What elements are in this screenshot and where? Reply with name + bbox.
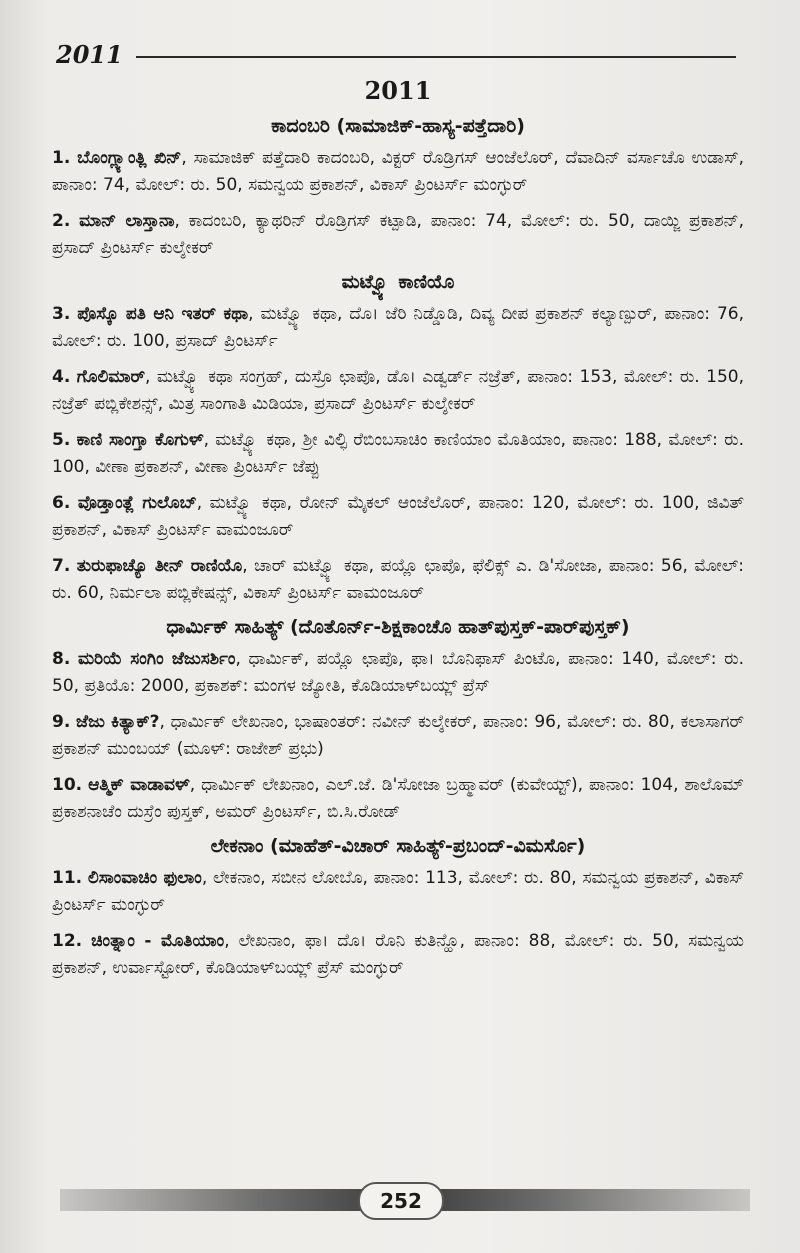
entry-details: , ಲೇಖನಾಂ, ಫಾ। ದೊ। ರೊನಿ ಕುತಿನ್ಹೊ, ಪಾನಾಂ: 88, ಮೋಲ್: ರು. 50, ಸಮನ್ವಯ ಪ್ರಕಾಶನ್, ಉರ್ವಾಸ್ಟೋರ್, ಕೊಡಿಯಾಳ್‌ಬಯ್ಲ್ ಪ್ರೆಸ್ ಮಂಗ್ಳುರ್ (52, 931, 745, 978)
section-heading-novels: ಕಾದಂಬರಿ (ಸಾಮಾಜಿಕ್-ಹಾಸ್ಯ-ಪತ್ತೆದಾರಿ) (271, 115, 525, 137)
entry-number: 3. (52, 304, 71, 324)
entry-title: ಚಿಂತ್ನಾಂ - ಮೊತಿಯಾಂ (91, 931, 225, 951)
entry-number: 7. (52, 556, 71, 576)
entry-details: , ಚಾರ್ ಮಟ್ವ್ಯೊ ಕಥಾ, ಪಯ್ಲೊ ಛಾಪೊ, ಫೆಲಿಕ್ಸ್ ಎ. ಡಿ'ಸೋಜಾ, ಪಾನಾಂ: 56, ಮೋಲ್: ರು. 60, ನಿರ್ಮಲಾ ಪಬ್ಲಿಕೇಷನ್ಸ್, ವಿಕಾಸ್ ಪ್ರಿಂಟರ್ಸ್ ವಾಮಂಜೂರ್ (52, 556, 744, 603)
entry-number: 4. (52, 367, 71, 387)
list-item (52, 865, 744, 919)
list-item (52, 709, 744, 763)
entry-details: , ಮಟ್ವ್ಯೊ ಕಥಾ, ಶ್ರೀ ವಿಲ್ಫಿ ರೆಬಿಂಬಸಾಚಿಂ ಕಾಣಿಯಾಂ ಮೊತಿಯಾಂ, ಪಾನಾಂ: 188, ಮೋಲ್: ರು. 100, ವೀಣಾ ಪ್ರಕಾಶನ್, ವೀಣಾ ಪ್ರಿಂಟರ್ಸ್ ಜೆಪ್ಪು (52, 430, 744, 477)
entry-number: 12. (52, 931, 83, 951)
running-head-year: 2011 (56, 40, 123, 69)
entry-details: , ಧಾರ್ಮಿಕ್ ಲೇಖನಾಂ, ಎಲ್.ಜೆ. ಡಿ'ಸೋಜಾ ಬ್ರಹ್ಮಾವರ್ (ಕುವೇಯ್ಟ್), ಪಾನಾಂ: 104, ಶಾಲೊಮ್ ಪ್ರಕಾಶನಾಚೆಂ ದುಸ್ರೆಂ ಪುಸ್ತಕ್, ಅಮರ್ ಪ್ರಿಂಟರ್ಸ್, ಬಿ.ಸಿ.ರೋಡ್ (52, 775, 744, 822)
entry-number: 5. (52, 430, 71, 450)
running-head-rule (136, 56, 736, 58)
year-title: 2011 (364, 76, 432, 105)
entry-number: 9. (52, 712, 71, 732)
list-item (52, 427, 744, 481)
entry-number: 10. (52, 775, 83, 795)
list-item (52, 646, 744, 700)
section-heading-short-stories: ಮಟ್ವ್ಯೊ ಕಾಣಿಯೊ (341, 271, 455, 293)
entry-title: ಪೊಸ್ಕೊ ಪತಿ ಆನಿ ಇತರ್ ಕಥಾ (77, 304, 249, 324)
entry-title: ಮರಿಯೆ ಸಂಗಿಂ ಜೆಜುಸರ್ಶಿಂ (78, 649, 236, 669)
entry-title: ಕಾಣಿ ಸಾಂಗ್ತಾ ಕೊಗುಳ್ (76, 430, 204, 450)
page-number: 252 (358, 1182, 444, 1220)
entry-number: 1. (52, 148, 71, 168)
entry-number: 11. (52, 868, 83, 888)
entry-details: , ಮಟ್ವ್ಯೊ ಕಥಾ, ರೋನ್ ಮೈಕಲ್ ಆಂಜೆಲೊರ್, ಪಾನಾಂ: 120, ಮೋಲ್: ರು. 100, ಜಿವಿತ್ ಪ್ರಕಾಶನ್, ವಿಕಾಸ್ ಪ್ರಿಂಟರ್ಸ್ ವಾಮಂಜೂರ್ (52, 493, 744, 540)
list-item (52, 490, 744, 544)
entry-number: 8. (52, 649, 71, 669)
list-item (52, 145, 744, 199)
list-item (52, 301, 744, 355)
entry-title: ಜೆಜು ಕಿತ್ಯಾಕ್? (76, 712, 160, 732)
list-item (52, 208, 744, 262)
page-footer (60, 1180, 750, 1220)
entry-details: , ಲೇಕನಾಂ, ಸಬೀನ ಲೋಬೊ, ಪಾನಾಂ: 113, ಮೋಲ್: ರು. 80, ಸಮನ್ವಯ ಪ್ರಕಾಶನ್, ವಿಕಾಸ್ ಪ್ರಿಂಟರ್ಸ್ ಮಂಗ್ಳುರ್ (52, 868, 745, 915)
entry-number: 6. (52, 493, 71, 513)
entry-title: ಲಿಸಾಂವಾಚಿಂ ಫುಲಾಂ (87, 868, 202, 888)
entry-title: ಆತ್ಮಿಕ್ ವಾಡಾವಳ್ (88, 775, 190, 795)
entry-details: , ಮಟ್ವ್ಯೊ ಕಥಾ ಸಂಗ್ರಹ್, ದುಸ್ರೊ ಛಾಪೊ, ಡೊ। ಎಡ್ವರ್ಡ್ ನಜ್ರೆತ್, ಪಾನಾಂ: 153, ಮೋಲ್: ರು. 150, ನಜ್ರೆತ್ ಪಬ್ಲಿಕೇಶನ್ಸ್, ಮಿತ್ರ ಸಾಂಗಾತಿ ಮಿಡಿಯಾ, ಪ್ರಸಾದ್ ಪ್ರಿಂಟರ್ಸ್ ಕುಲ್ಶೇಕರ್ (52, 367, 744, 414)
entry-details: , ಕಾದಂಬರಿ, ಕ್ಯಾಥರಿನ್ ರೊಡ್ರಿಗಸ್ ಕಟ್ಪಾಡಿ, ಪಾನಾಂ: 74, ಮೋಲ್: ರು. 50, ದಾಯ್ಜಿ ಪ್ರಕಾಶನ್, ಪ್ರಸಾದ್ ಪ್ರಿಂಟರ್ಸ್ ಕುಲ್ಶೇಕರ್ (52, 211, 744, 258)
entry-details: , ಧಾರ್ಮಿಕ್, ಪಯ್ಲೊ ಛಾಪೊ, ಫಾ। ಬೊನಿಫಾಸ್ ಪಿಂಟೊ, ಪಾನಾಂ: 140, ಮೋಲ್: ರು. 50, ಪ್ರತಿಯೊ: 2000, ಪ್ರಕಾಶಕ್: ಮಂಗಳ ಜ್ಯೋತಿ, ಕೊಡಿಯಾಳ್‌ಬಯ್ಲ್ ಪ್ರೆಸ್ (52, 649, 745, 696)
entry-title: ಮಾನ್ ಲಾಸ್ತಾನಾ (79, 211, 175, 231)
page-content (52, 74, 744, 991)
entry-title: ವೊಡ್ತಾಂತ್ಲೆ ಗುಲೊಬ್ (77, 493, 197, 513)
list-item (52, 364, 744, 418)
section-heading-essays: ಲೇಕನಾಂ (ಮಾಹೆತ್-ವಿಚಾರ್ ಸಾಹಿತ್ಯ್-ಪ್ರಬಂದ್-ವಿಮರ್ಸೊ) (210, 835, 586, 857)
running-head (50, 40, 740, 72)
section-heading-religious: ಧಾರ್ಮಿಕ್ ಸಾಹಿತ್ಯ್ (ದೊತೊರ್ನ್-ಶಿಕ್ಷಕಾಂಚೊ ಹಾತ್‌ಪುಸ್ತಕ್-ಪಾರ್‌ಪುಸ್ತಕ್) (166, 616, 630, 638)
entry-details: , ಧಾರ್ಮಿಕ್ ಲೇಖನಾಂ, ಭಾಷಾಂತರ್: ನವೀನ್ ಕುಲ್ಶೇಕರ್, ಪಾನಾಂ: 96, ಮೋಲ್: ರು. 80, ಕಲಾಸಾಗರ್ ಪ್ರಕಾಶನ್ ಮುಂಬಯ್ (ಮೂಳ್: ರಾಜೇಶ್ ಪ್ರಭು) (52, 712, 744, 759)
entry-title: ಗೊಲಿಮಾರ್ (76, 367, 145, 387)
list-item (52, 772, 744, 826)
entry-details: , ಮಟ್ವ್ಯೊ ಕಥಾ, ದೊ। ಜೆರಿ ನಿಡ್ಡೊಡಿ, ದಿವ್ಯ ದೀಪ ಪ್ರಕಾಶನ್ ಕಲ್ಯಾಣ್ಪುರ್, ಪಾನಾಂ: 76, ಮೋಲ್: ರು. 100, ಪ್ರಸಾದ್ ಪ್ರಿಂಟರ್ಸ್ (52, 304, 745, 351)
entry-details: , ಸಾಮಾಜಿಕ್ ಪತ್ತೆದಾರಿ ಕಾದಂಬರಿ, ವಿಕ್ಟರ್ ರೊಡ್ರಿಗಸ್ ಆಂಜೆಲೊರ್, ದೆವಾದಿನ್ ವರ್ಸಾಚೊ ಉಡಾಸ್, ಪಾನಾಂ: 74, ಮೋಲ್: ರು. 50, ಸಮನ್ವಯ ಪ್ರಕಾಶನ್, ವಿಕಾಸ್ ಪ್ರಿಂಟರ್ಸ್ ಮಂಗ್ಳುರ್ (52, 148, 745, 195)
entry-number: 2. (52, 211, 71, 231)
entry-title: ತುರುಫಾಚ್ಯೊ ತೀನ್ ರಾಣಿಯೊ (76, 556, 243, 576)
list-item (52, 928, 744, 982)
entry-title: ಬೊಂಗ್ಲ್ಯಾಂತ್ಲಿ ಖಿನ್ (77, 148, 182, 168)
list-item (52, 553, 744, 607)
